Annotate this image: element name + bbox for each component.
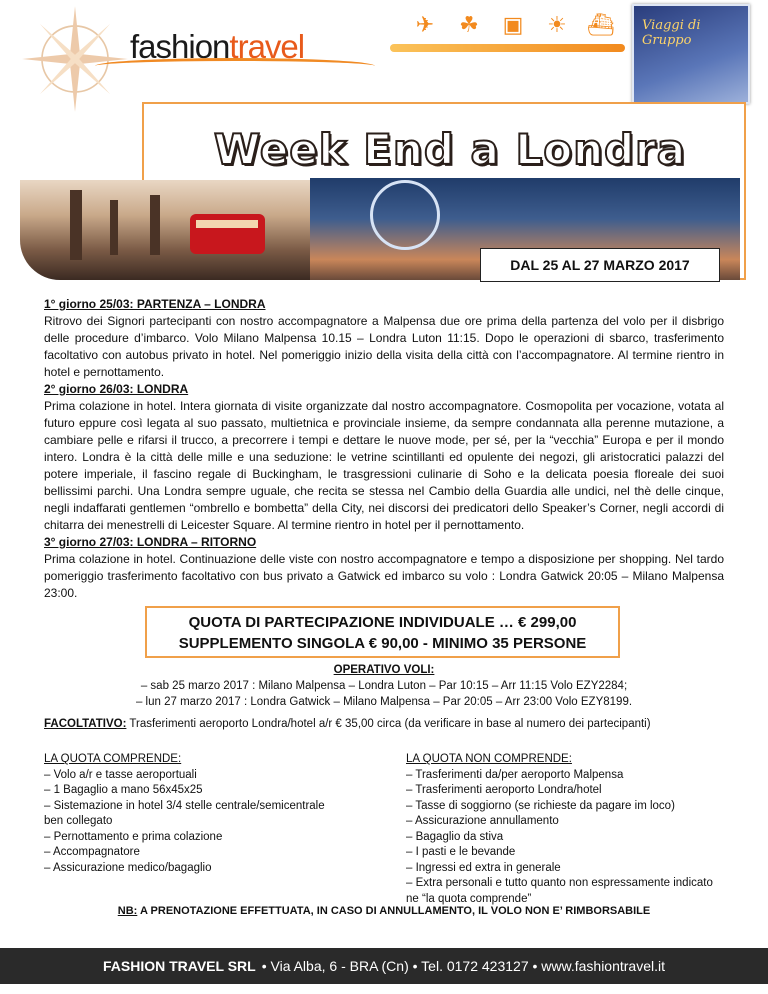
brand-name-part1: fashion [130, 28, 230, 65]
optional-extras [44, 716, 724, 732]
footer-details: • Via Alba, 6 - BRA (Cn) • Tel. 0172 423127 • www.fashiontravel.it [261, 958, 665, 974]
excludes-list [406, 752, 726, 907]
london-eye-shape [370, 180, 440, 250]
bus-icon: ▣ [502, 12, 524, 38]
list-item: – Sistemazione in hotel 3/4 stelle centrale/semicentrale ben collegato [44, 799, 325, 827]
excludes-heading: LA QUOTA NON COMPRENDE: [406, 753, 572, 765]
list-item: – Trasferimenti da/per aeroporto Malpensa [406, 768, 624, 781]
flight-line: – sab 25 marzo 2017 : Milano Malpensa – Londra Luton – Par 10:15 – Arr 11:15 Volo EZY2284; [140, 680, 628, 692]
cancellation-note [44, 905, 724, 917]
tower-shape [110, 200, 118, 255]
island-icon: ☀ [547, 12, 567, 38]
list-item: – Pernottamento e prima colazione [44, 830, 223, 843]
day-3 [44, 534, 724, 602]
day-2 [44, 381, 724, 534]
double-decker-bus [190, 214, 265, 254]
list-item: – Bagaglio da stiva [406, 830, 504, 843]
tower-shape [70, 190, 82, 260]
day-text: Prima colazione in hotel. Intera giornata di visite organizzate dal nostro accompagnatore. Cosmopolita per vocazione, votata al futuro eppure così legata al suo passato, multietnica e provinciale insieme, da sempre condannata alla perenne mutazione, a cambiare pelle e rifarsi il trucco, a precorrere i tempi e dettare le nuove mode, per sé, per la “vecchia” Europa e per il mondo intero. Londra è la città delle mille e una seduzione: le vetrine scintillanti ed opulente dei negozi, gli aristocratici palazzi del potere imperiale, il fascino regale di Buckingham, le trasgressioni culinarie di Soho e la delicata poesia floreale dei suoi bellissimi parchi. Una Londra sempre uguale, che recita se stessa nel Cambio della Guardia alle undici, nel thè delle cinque, negli indaffarati gentlemen “ombrello e bombetta” della City, nei discorsi dei predicatori dello Speaker’s Corner, negli accordi di chitarra dei menestrelli di Leicester Square. Al termine rientro in hotel per il pernottamento. [44, 399, 724, 532]
brand-swoosh [95, 58, 375, 74]
day-text: Ritrovo dei Signori partecipanti con nostro accompagnatore a Malpensa due ore prima della partenza del volo per il disbrigo delle procedure d’imbarco. Volo Milano Malpensa 10.15 – Londra Luton 11:15. Dopo le operazioni di sbarco, trasferimento facoltativo con autobus privato in hotel. Nel pomeriggio inizio della visita della città con l’accompagnatore. Al termine rientro in hotel e pernottamento. [44, 314, 724, 379]
list-item: – Extra personali e tutto quanto non espressamente indicato ne “la quota comprende” [406, 877, 713, 905]
list-item: – Tasse di soggiorno (se richieste da pagare im loco) [406, 799, 675, 812]
list-item: – Ingressi ed extra in generale [406, 861, 561, 874]
ship-icon: ⛴ [587, 12, 615, 38]
hero-title: Week End a Londra [213, 125, 687, 174]
travel-icons [410, 12, 616, 38]
price-line: QUOTA DI PARTECIPAZIONE INDIVIDUALE … € 299,00 [188, 614, 577, 631]
list-item: – Trasferimenti aeroporto Londra/hotel [406, 784, 602, 796]
itinerary [44, 296, 724, 602]
tower-shape [150, 195, 160, 255]
day-text: Prima colazione in hotel. Continuazione delle viste con nostro accompagnatore e tempo a disposizione per shopping. Nel tardo pomeriggio trasferimento facoltativo con bus privato a Gatwick ed imbarco su volo : Londra Gatwick 20:05 – Milano Malpensa 23:00. [44, 552, 724, 600]
nb-label: NB: [117, 905, 138, 917]
optional-heading: FACOLTATIVO: [44, 718, 127, 730]
compass-rose-icon [20, 4, 130, 114]
group-travel-badge [632, 4, 750, 104]
optional-text: Trasferimenti aeroporto Londra/hotel a/r € 35,00 circa (da verificare in base al numero dei partecipanti) [126, 718, 651, 730]
brand-name-part2: travel [229, 28, 305, 65]
day-1 [44, 296, 724, 381]
palm-icon: ☘ [459, 12, 479, 38]
list-item: – Assicurazione annullamento [406, 815, 559, 827]
list-item: – 1 Bagaglio a mano 56x45x25 [44, 784, 203, 796]
plane-icon: ✈ [415, 12, 435, 38]
includes-heading: LA QUOTA COMPRENDE: [44, 753, 182, 765]
includes-list [44, 752, 344, 876]
day-heading: 1° giorno 25/03: PARTENZA – LONDRA [44, 297, 266, 311]
flight-heading: OPERATIVO VOLI: [333, 664, 435, 676]
badge-text: Viaggi di Gruppo [642, 18, 701, 48]
list-item: – I pasti e le bevande [406, 846, 516, 858]
list-item: – Accompagnatore [44, 846, 140, 858]
list-item: – Volo a/r e tasse aeroportuali [44, 768, 197, 781]
price-box [145, 606, 620, 658]
list-item: – Assicurazione medico/bagaglio [44, 861, 212, 874]
footer-bar [0, 948, 768, 984]
day-heading: 3° giorno 27/03: LONDRA – RITORNO [44, 535, 257, 549]
single-supplement-line: SUPPLEMENTO SINGOLA € 90,00 - MINIMO 35 PERSONE [178, 635, 587, 652]
nb-text: A PRENOTAZIONE EFFETTUATA, IN CASO DI ANNULLAMENTO, IL VOLO NON E’ RIMBORSABILE [137, 905, 651, 917]
date-box: DAL 25 AL 27 MARZO 2017 [480, 248, 720, 282]
flight-line: – lun 27 marzo 2017 : Londra Gatwick – Milano Malpensa – Par 20:05 – Arr 23:00 Volo EZY8199. [135, 696, 633, 708]
westminster-photo [20, 180, 320, 280]
day-heading: 2° giorno 26/03: LONDRA [44, 382, 189, 396]
header-band [390, 44, 625, 52]
flight-schedule [44, 662, 724, 710]
footer-company: FASHION TRAVEL SRL [102, 958, 256, 974]
